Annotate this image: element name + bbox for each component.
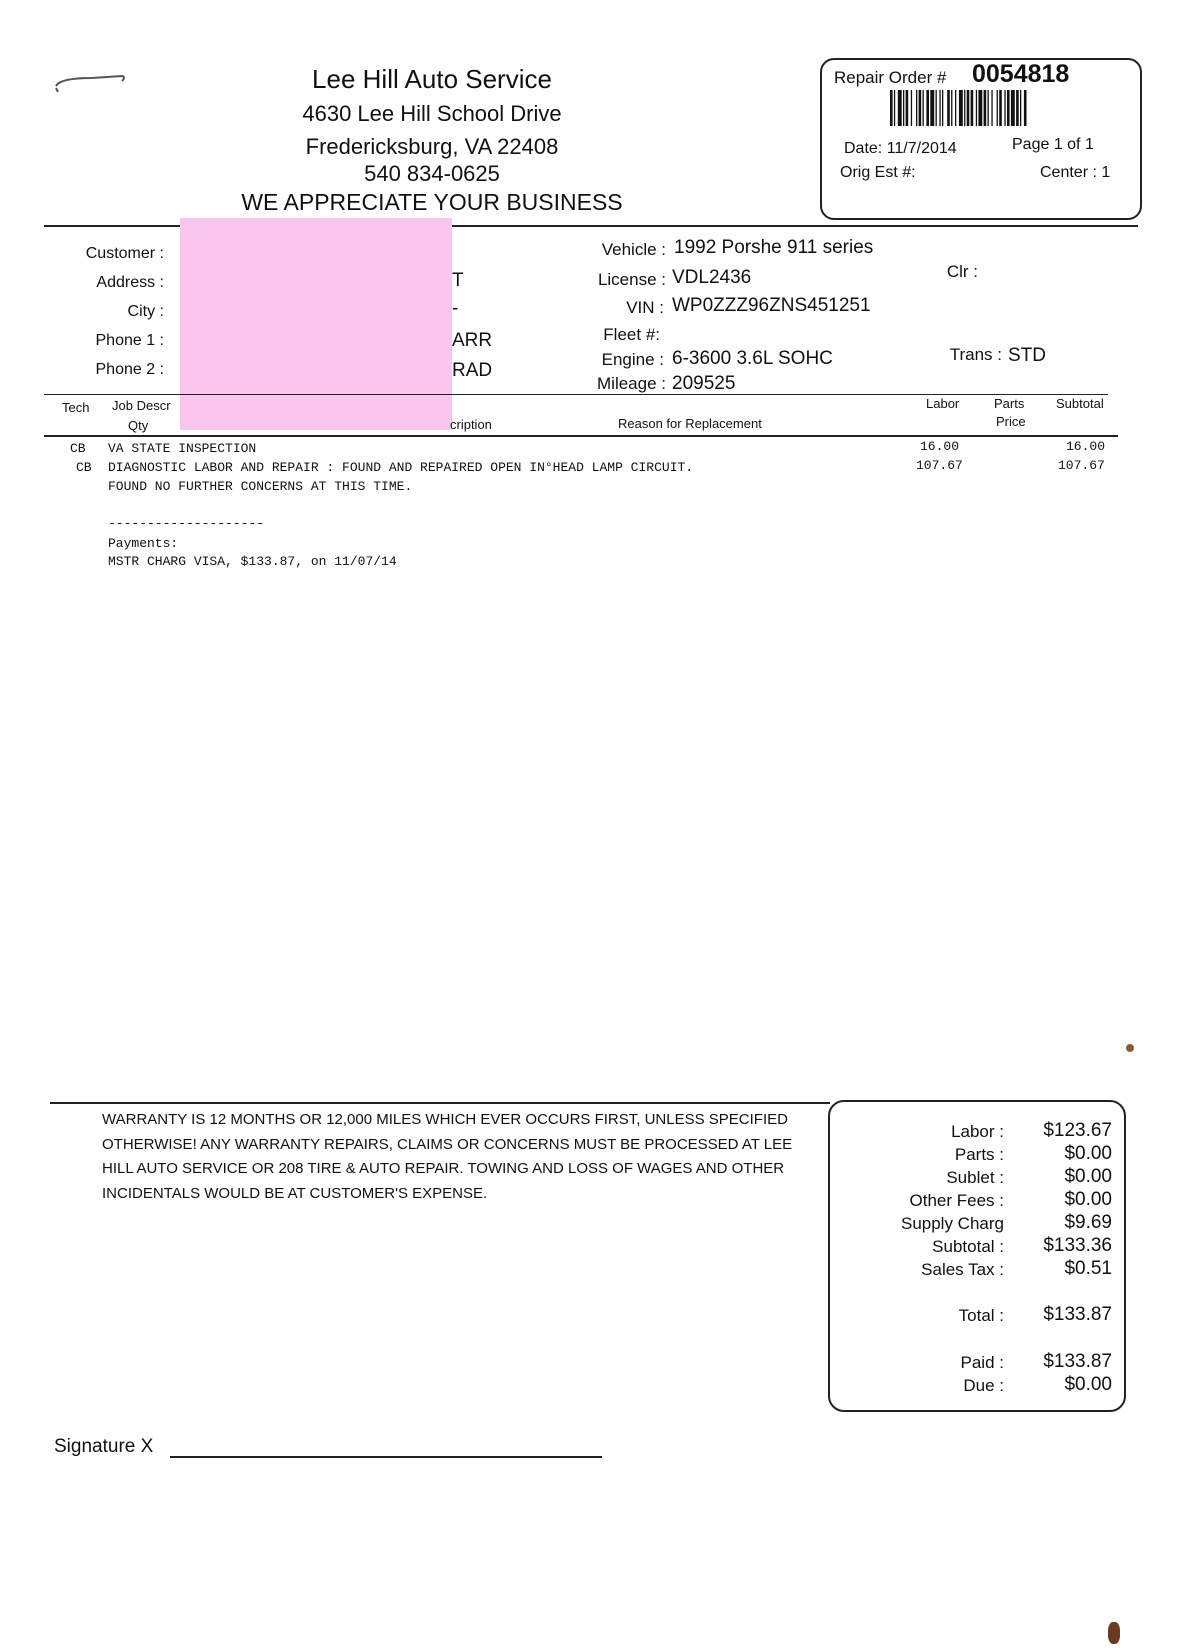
totals-value: $133.36 bbox=[1043, 1235, 1112, 1256]
totals-value: $9.69 bbox=[1064, 1212, 1112, 1233]
barcode-bar bbox=[971, 90, 974, 126]
totals-value: $0.00 bbox=[1064, 1189, 1112, 1210]
vehicle-value: 1992 Porshe 911 series bbox=[674, 237, 874, 258]
customer-divider bbox=[44, 394, 1108, 395]
totals-value: $0.00 bbox=[1064, 1143, 1112, 1164]
trans-label: Trans : bbox=[949, 345, 1002, 364]
totals-label: Subtotal : bbox=[932, 1237, 1004, 1256]
totals-value: $0.51 bbox=[1064, 1258, 1112, 1279]
totals-value: $133.87 bbox=[1043, 1304, 1112, 1325]
shop-city: Fredericksburg, VA 22408 bbox=[305, 134, 559, 159]
line-item-description: VA STATE INSPECTION bbox=[108, 441, 257, 456]
barcode-bar bbox=[923, 90, 924, 126]
clr-label: Clr : bbox=[946, 262, 978, 281]
barcode-bar bbox=[988, 90, 989, 126]
warranty-divider bbox=[50, 1102, 830, 1104]
totals-value: $0.00 bbox=[1064, 1166, 1112, 1187]
barcode-bar bbox=[939, 90, 940, 126]
trans-value: STD bbox=[1008, 345, 1046, 366]
line-item-labor: 107.67 bbox=[916, 458, 963, 473]
barcode-bar bbox=[976, 90, 977, 126]
orig-est-label: Orig Est #: bbox=[840, 164, 916, 181]
barcode-bar bbox=[991, 90, 992, 126]
totals-label: Supply Charg bbox=[900, 1214, 1004, 1233]
mileage-label: Mileage : bbox=[597, 374, 666, 393]
totals-label: Sales Tax : bbox=[921, 1260, 1004, 1279]
page-indicator: Page 1 of 1 bbox=[1012, 136, 1094, 153]
column-parts: Parts bbox=[994, 396, 1025, 411]
column-job-descr: Job Descr bbox=[112, 398, 171, 413]
phone1-label: Phone 1 : bbox=[95, 332, 164, 349]
totals-label: Sublet : bbox=[946, 1168, 1004, 1187]
totals-label: Total : bbox=[958, 1306, 1004, 1325]
signature-line[interactable] bbox=[170, 1456, 602, 1458]
vin-label: VIN : bbox=[626, 298, 664, 317]
order-date: Date: 11/7/2014 bbox=[844, 140, 957, 157]
barcode-bar bbox=[1011, 90, 1015, 126]
line-item-tech: CB bbox=[76, 460, 92, 475]
column-part-description: cription bbox=[450, 417, 492, 432]
city-label: City : bbox=[127, 303, 164, 320]
totals-value: $0.00 bbox=[1064, 1374, 1112, 1395]
barcode-bar bbox=[916, 90, 917, 126]
barcode-bar bbox=[978, 90, 982, 126]
phone1-fragment: ARR bbox=[452, 330, 493, 351]
repair-order-box bbox=[820, 58, 1142, 220]
barcode-bar bbox=[997, 90, 998, 126]
barcode-bar bbox=[1016, 90, 1019, 126]
barcode-bar bbox=[959, 90, 963, 126]
payments-label: Payments: bbox=[108, 536, 179, 551]
barcode-bar bbox=[1024, 90, 1027, 126]
scan-speck bbox=[1126, 1044, 1134, 1052]
address-fragment: T bbox=[452, 270, 464, 291]
mileage-value: 209525 bbox=[672, 373, 736, 394]
column-reason: Reason for Replacement bbox=[618, 416, 762, 431]
warranty-text: WARRANTY IS 12 MONTHS OR 12,000 MILES WHICH EVER OCCURS FIRST, UNLESS SPECIFIED OTHERWISE! ANY WARRANTY REPAIRS, CLAIMS OR CONCERNS MUST BE PROCESSED AT LEE HILL AUTO SERVICE OR 208 TIRE & AUTO REPAIR. TOWING AND LOSS OF WAGES AND OTHER INCIDENTALS WOULD BE AT CUSTOMER'S EXPENSE. bbox=[102, 1111, 793, 1202]
barcode-bar bbox=[894, 90, 895, 126]
barcode-image bbox=[890, 90, 1086, 126]
engine-label: Engine : bbox=[601, 350, 664, 369]
redaction-patch bbox=[180, 218, 452, 430]
totals-label: Labor : bbox=[951, 1122, 1004, 1141]
address-label: Address : bbox=[96, 274, 164, 291]
line-item-description: DIAGNOSTIC LABOR AND REPAIR : FOUND AND REPAIRED OPEN IN°HEAD LAMP CIRCUIT. bbox=[108, 460, 694, 475]
license-label: License : bbox=[597, 270, 666, 289]
line-item-tech: CB bbox=[70, 441, 86, 456]
staple-mark bbox=[52, 72, 132, 94]
center-indicator: Center : 1 bbox=[1040, 164, 1111, 181]
totals-value: $123.67 bbox=[1043, 1120, 1112, 1141]
shop-slogan: WE APPRECIATE YOUR BUSINESS bbox=[241, 189, 623, 215]
phone2-fragment: RAD bbox=[452, 360, 493, 381]
column-labor: Labor bbox=[926, 396, 960, 411]
totals-label: Parts : bbox=[954, 1145, 1004, 1164]
barcode-bar bbox=[1020, 90, 1021, 126]
shop-phone: 540 834-0625 bbox=[364, 161, 500, 186]
vehicle-label: Vehicle : bbox=[601, 240, 666, 259]
barcode-bar bbox=[942, 90, 943, 126]
barcode-bar bbox=[936, 90, 937, 126]
repair-order-number: 0054818 bbox=[972, 60, 1070, 88]
phone2-label: Phone 2 : bbox=[95, 361, 164, 378]
column-price: Price bbox=[996, 414, 1026, 429]
column-tech: Tech bbox=[62, 400, 90, 415]
barcode-bar bbox=[955, 90, 956, 126]
barcode-bar bbox=[964, 90, 965, 126]
line-item-subtotal: 107.67 bbox=[1058, 458, 1105, 473]
barcode-bar bbox=[947, 90, 950, 126]
barcode-bar bbox=[967, 90, 970, 126]
customer-label: Customer : bbox=[85, 245, 164, 262]
totals-box bbox=[828, 1100, 1126, 1412]
shop-name: Lee Hill Auto Service bbox=[312, 64, 552, 94]
barcode-bar bbox=[906, 90, 909, 126]
barcode-bar bbox=[999, 90, 1002, 126]
column-qty: Qty bbox=[128, 418, 149, 433]
barcode-bar bbox=[919, 90, 922, 126]
scan-speck bbox=[1108, 1622, 1120, 1644]
barcode-bar bbox=[903, 90, 904, 126]
separator-line: -------------------- bbox=[108, 516, 265, 531]
barcode-bar bbox=[926, 90, 929, 126]
repair-order-label: Repair Order # bbox=[834, 68, 947, 87]
barcode-bar bbox=[984, 90, 987, 126]
barcode-bar bbox=[911, 90, 912, 126]
fleet-label: Fleet #: bbox=[603, 325, 660, 344]
line-item-subtotal: 16.00 bbox=[1066, 439, 1106, 454]
totals-label: Other Fees : bbox=[909, 1191, 1004, 1210]
totals-label: Paid : bbox=[960, 1353, 1004, 1372]
barcode-bar bbox=[1004, 90, 1005, 126]
line-item-labor: 16.00 bbox=[920, 439, 960, 454]
line-continuation: FOUND NO FURTHER CONCERNS AT THIS TIME. bbox=[108, 479, 413, 494]
engine-value: 6-3600 3.6L SOHC bbox=[672, 348, 833, 369]
signature-label: Signature X bbox=[54, 1436, 154, 1457]
barcode-bar bbox=[1007, 90, 1010, 126]
column-subtotal: Subtotal bbox=[1056, 396, 1104, 411]
barcode-bar bbox=[951, 90, 952, 126]
vin-value: WP0ZZZ96ZNS451251 bbox=[672, 295, 871, 316]
barcode-bar bbox=[930, 90, 934, 126]
shop-address: 4630 Lee Hill School Drive bbox=[302, 101, 562, 126]
totals-value: $133.87 bbox=[1043, 1351, 1112, 1372]
city-fragment: - bbox=[452, 298, 459, 319]
barcode-bar bbox=[890, 90, 893, 126]
payment-line: MSTR CHARG VISA, $133.87, on 11/07/14 bbox=[108, 554, 397, 569]
barcode-bar bbox=[898, 90, 902, 126]
license-value: VDL2436 bbox=[672, 267, 752, 288]
totals-label: Due : bbox=[963, 1376, 1004, 1395]
columns-divider bbox=[44, 435, 1118, 437]
